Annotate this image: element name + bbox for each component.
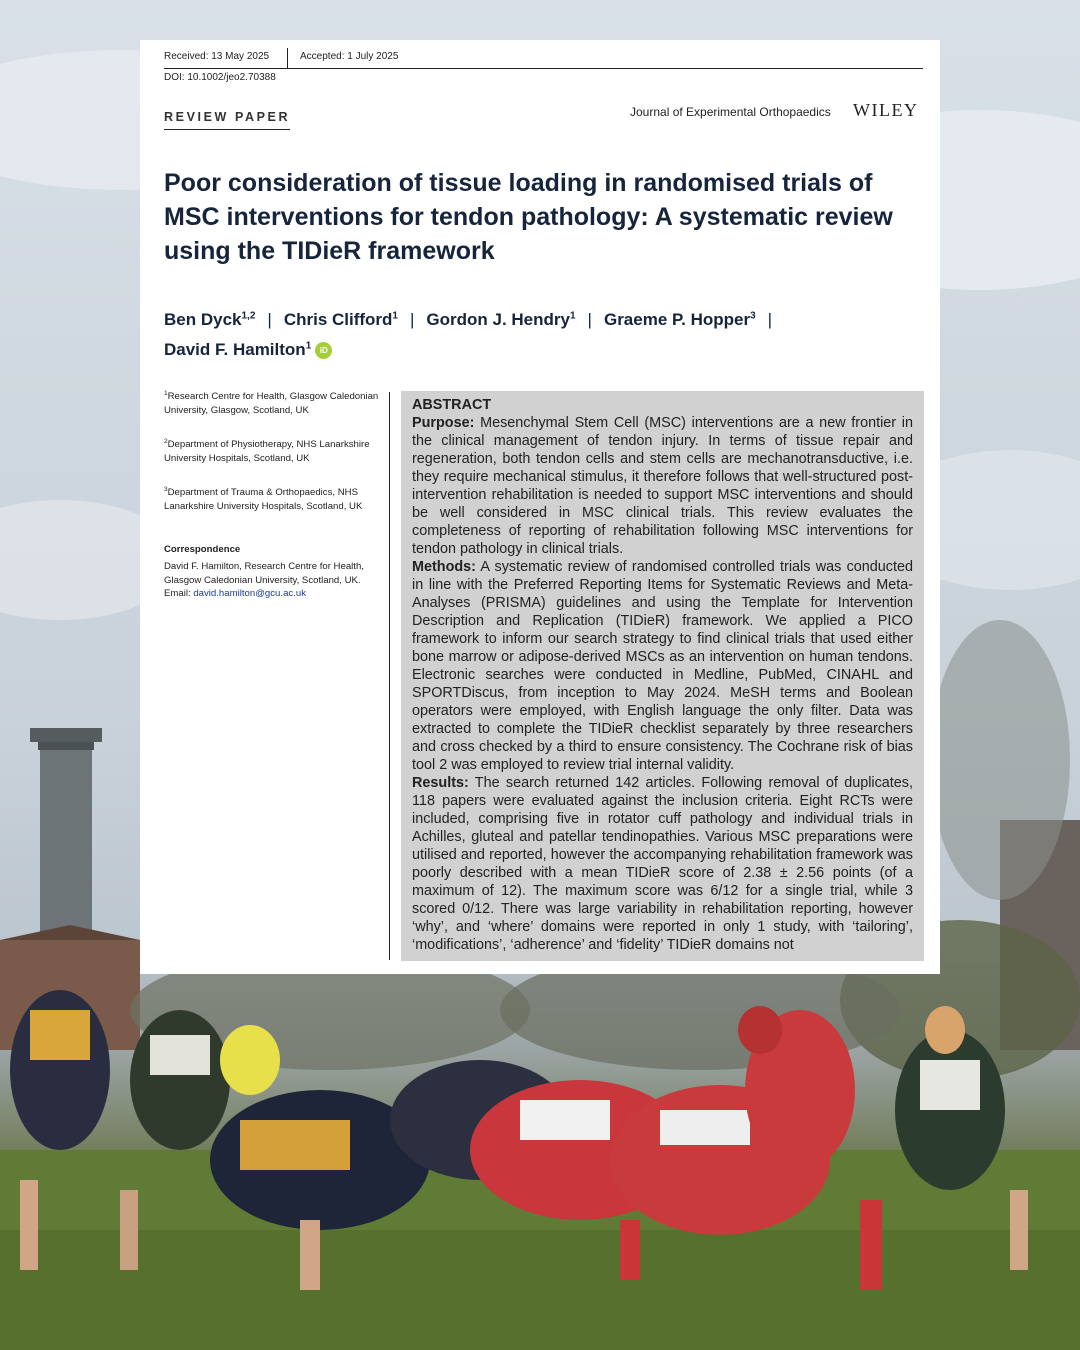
column-divider: [389, 392, 390, 960]
author-list: [164, 302, 924, 363]
paper-title: Poor consideration of tissue loading in randomised trials of MSC interventions for tendon pathology: A systematic review using the TIDieR framework: [164, 169, 893, 265]
affiliation: $^2$Department of Physiotherapy, NHS Lanarkshire University Hospitals, Scotland, UK: [164, 438, 370, 464]
publisher-logo: WILEY: [853, 100, 919, 120]
email-link[interactable]: david.hamilton@gcu.ac.uk: [193, 588, 306, 600]
accepted-date: Accepted: 1 July 2025: [300, 51, 399, 62]
abstract-purpose: Purpose: Mesenchymal Stem Cell (MSC) interventions are a new frontier in the clinical management of tendon injury. In terms of tissue repair and regeneration, both tendon cells and stem cells are mechanotransductive, i.e. they require mechanical stimulus, it therefore follows that well-structured post-intervention rehabilitation is needed to support MSC interventions and should be well considered in MSC clinical trials. This review evaluates the completeness of reporting of rehabilitation following MSC interventions for tendon pathology in clinical trials.: [412, 415, 913, 557]
paper-page: [140, 40, 940, 974]
affiliation: $^1$Research Centre for Health, Glasgow Caledonian University, Glasgow, Scotland, UK: [164, 390, 379, 416]
correspondence-block: [164, 560, 384, 601]
author[interactable]: Chris Clifford$^1$: [283, 309, 398, 329]
submission-dates: [164, 48, 923, 69]
author[interactable]: Ben Dyck$^{1,2}$: [164, 309, 256, 329]
correspondence-text: David F. Hamilton, Research Centre for Health, Glasgow Caledonian University, Scotland, UK.: [164, 561, 364, 586]
abstract-heading: ABSTRACT: [412, 397, 492, 413]
date-divider: [287, 48, 288, 68]
abstract-methods: Methods: A systematic review of randomised controlled trials was conducted in line with the Preferred Reporting Items for Systematic Reviews and Meta-Analyses (PRISMA) guidelines and using the Template for Intervention Description and Replication (TIDieR) framework. We applied a PICO framework to inform our search strategy to find clinical trials that used either bone marrow or adipose-derived MSCs as an intervention on human tendons. Electronic searches were conducted in Medline, PubMed, CINAHL and SPORTDiscus, from inception to May 2024. MeSH terms and Boolean operators were employed, with English language the only filter. Data was extracted to complete the TIDieR checklist separately by three researchers and cross checked by a third to ensure consistency. The Cochrane risk of bias tool 2 was employed to review trial internal validity.: [412, 559, 913, 773]
author-separator: |: [267, 309, 272, 329]
doi: DOI: 10.1002/jeo2.70388: [164, 72, 276, 83]
author[interactable]: Graeme P. Hopper$^3$: [603, 309, 756, 329]
email-label: Email:: [164, 588, 194, 600]
correspondence-heading: Correspondence: [164, 544, 241, 555]
affiliation: $^3$Department of Trauma & Orthopaedics, NHS Lanarkshire University Hospitals, Scotland, UK: [164, 486, 363, 512]
author-separator: |: [767, 309, 773, 329]
article-type: REVIEW PAPER: [164, 110, 290, 130]
abstract-box: [401, 391, 924, 961]
journal-name: Journal of Experimental Orthopaedics: [630, 105, 831, 119]
author-separator: |: [587, 309, 592, 329]
author-separator: |: [409, 309, 415, 329]
orcid-icon[interactable]: iD: [315, 342, 332, 359]
author[interactable]: Gordon J. Hendry$^1$: [426, 309, 576, 329]
author[interactable]: David F. Hamilton$^1$: [164, 340, 312, 360]
abstract-results: Results: The search returned 142 articles. Following removal of duplicates, 118 papers were evaluated against the inclusion criteria. Eight RCTs were included, comprising five in rotator cuff pathology and individual trials in Achilles, gluteal and patellar tendinopathies. Various MSC preparations were utilised and reported, however the accompanying rehabilitation framework was poorly described with a mean TIDieR score of 2.38 ± 2.56 points (of a maximum of 12). The maximum score was 6/12 for a single trial, while 3 scored 0/12. There was large variability in rehabilitation reporting, however ‘why’, and ‘where’ domains were reported in only 1 study, with ‘tailoring’, ‘modifications’, ‘adherence’ and ‘fidelity’ TIDieR domains not: [412, 775, 913, 953]
received-date: Received: 13 May 2025: [164, 51, 270, 62]
